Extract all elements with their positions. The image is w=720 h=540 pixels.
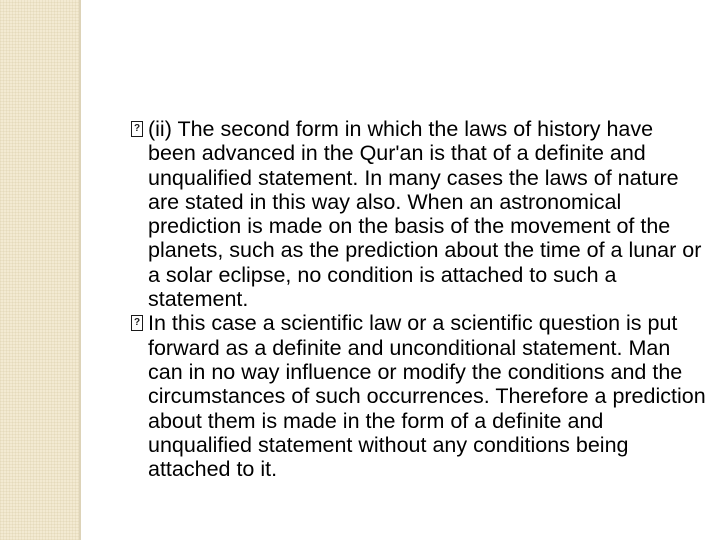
bullet-point-2 bbox=[131, 311, 706, 481]
bullet-text-1: (ii) The second form in which the laws of history have been advanced in the Qur'an is that of a definite and unqualified statement. In many cases the laws of nature are stated in this way also. When an astronomical prediction is made on the basis of the movement of the planets, such as the prediction about the time of a lunar or a solar eclipse, no condition is attached to such a statement. bbox=[148, 117, 702, 312]
slide-body bbox=[131, 117, 706, 481]
missing-glyph-box-icon: ? bbox=[131, 121, 143, 137]
bullet-point-1 bbox=[131, 117, 706, 311]
bullet-text-2: In this case a scientific law or a scientific question is put forward as a definite and unconditional statement. Man can in no way influence or modify the conditions and the circumstances of such occurrences. Therefore a prediction about them is made in the form of a definite and unqualified statement without any conditions being attached to it. bbox=[148, 311, 706, 482]
missing-glyph-box-icon: ? bbox=[131, 315, 143, 331]
decorative-side-band bbox=[0, 0, 79, 540]
side-band-divider bbox=[79, 0, 81, 540]
